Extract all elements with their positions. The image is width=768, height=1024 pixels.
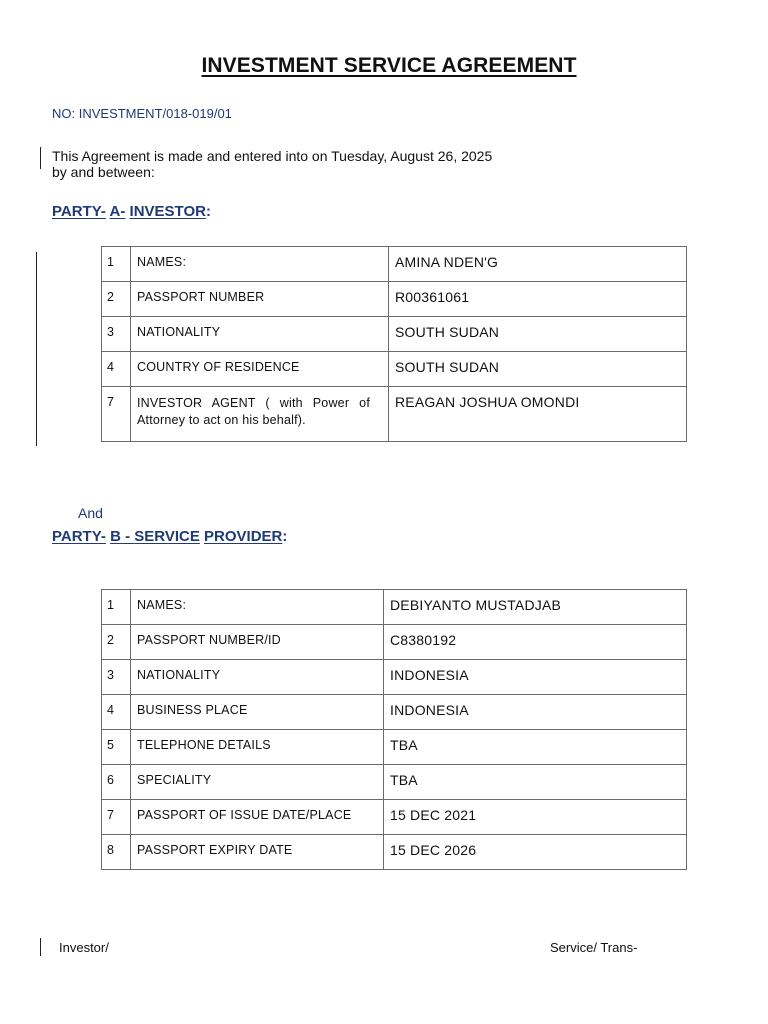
party-b-heading-part: : <box>282 528 288 545</box>
table-row <box>102 352 687 387</box>
row-value: 15 DEC 2021 <box>384 800 687 835</box>
row-label: PASSPORT NUMBER/ID <box>131 625 384 660</box>
party-b-table <box>101 589 687 870</box>
party-b-heading-part: PARTY- <box>52 528 106 545</box>
revision-bar-intro <box>40 147 41 169</box>
row-number: 5 <box>102 730 131 765</box>
row-number: 4 <box>102 695 131 730</box>
row-value: INDONESIA <box>384 695 687 730</box>
table-row <box>102 625 687 660</box>
row-label: PASSPORT NUMBER <box>131 282 389 317</box>
table-row <box>102 835 687 870</box>
party-b-heading <box>52 528 287 545</box>
table-row <box>102 765 687 800</box>
row-number: 2 <box>102 282 131 317</box>
footer-service: Service/ Trans- <box>550 940 638 955</box>
row-number: 4 <box>102 352 131 387</box>
row-value: TBA <box>384 730 687 765</box>
party-a-heading-part: INVESTOR <box>129 203 206 220</box>
row-number: 2 <box>102 625 131 660</box>
document-title: INVESTMENT SERVICE AGREEMENT <box>201 54 577 77</box>
reference-number: NO: INVESTMENT/018-019/01 <box>52 106 232 121</box>
intro-line-2: by and between: <box>52 164 155 180</box>
intro-line-1: This Agreement is made and entered into on Tuesday, August 26, 2025 <box>52 148 493 164</box>
row-label: NAMES: <box>131 247 389 282</box>
row-number: 1 <box>102 247 131 282</box>
row-value: DEBIYANTO MUSTADJAB <box>384 590 687 625</box>
row-value: SOUTH SUDAN <box>389 317 687 352</box>
row-value: 15 DEC 2026 <box>384 835 687 870</box>
table-row <box>102 660 687 695</box>
table-row <box>102 387 687 442</box>
party-a-heading <box>52 203 211 220</box>
table-row <box>102 247 687 282</box>
row-number: 7 <box>102 387 131 442</box>
table-row <box>102 800 687 835</box>
row-value: REAGAN JOSHUA OMONDI <box>389 387 687 442</box>
table-row <box>102 282 687 317</box>
table-row <box>102 730 687 765</box>
row-number: 8 <box>102 835 131 870</box>
footer-investor: Investor/ <box>59 940 109 955</box>
row-label: NAMES: <box>131 590 384 625</box>
row-value: INDONESIA <box>384 660 687 695</box>
row-number: 1 <box>102 590 131 625</box>
party-a-heading-part: A- <box>109 203 126 220</box>
row-value: SOUTH SUDAN <box>389 352 687 387</box>
party-b-heading-part: - <box>120 528 135 545</box>
row-label: NATIONALITY <box>131 660 384 695</box>
row-number: 6 <box>102 765 131 800</box>
and-connector: And <box>78 505 103 521</box>
table-row <box>102 695 687 730</box>
party-b-heading-part: B <box>110 528 121 545</box>
row-label: SPECIALITY <box>131 765 384 800</box>
row-label: TELEPHONE DETAILS <box>131 730 384 765</box>
party-b-heading-part: PROVIDER <box>204 528 283 545</box>
row-label: PASSPORT OF ISSUE DATE/PLACE <box>131 800 384 835</box>
row-value: AMINA NDEN'G <box>389 247 687 282</box>
row-value: R00361061 <box>389 282 687 317</box>
row-value: TBA <box>384 765 687 800</box>
party-a-table <box>101 246 687 442</box>
row-label: BUSINESS PLACE <box>131 695 384 730</box>
revision-bar-footer <box>40 938 41 956</box>
table-row <box>102 317 687 352</box>
row-number: 7 <box>102 800 131 835</box>
row-number: 3 <box>102 317 131 352</box>
row-label: NATIONALITY <box>131 317 389 352</box>
row-label: INVESTOR AGENT ( with Power of Attorney to act on his behalf). <box>131 387 389 442</box>
row-value: C8380192 <box>384 625 687 660</box>
table-row <box>102 590 687 625</box>
party-b-heading-part: SERVICE <box>134 528 200 545</box>
revision-bar-party-a <box>36 252 37 446</box>
intro-paragraph <box>52 148 492 180</box>
row-label: PASSPORT EXPIRY DATE <box>131 835 384 870</box>
row-label: COUNTRY OF RESIDENCE <box>131 352 389 387</box>
party-a-heading-part: PARTY- <box>52 203 106 220</box>
party-a-heading-part: : <box>205 203 211 220</box>
row-number: 3 <box>102 660 131 695</box>
